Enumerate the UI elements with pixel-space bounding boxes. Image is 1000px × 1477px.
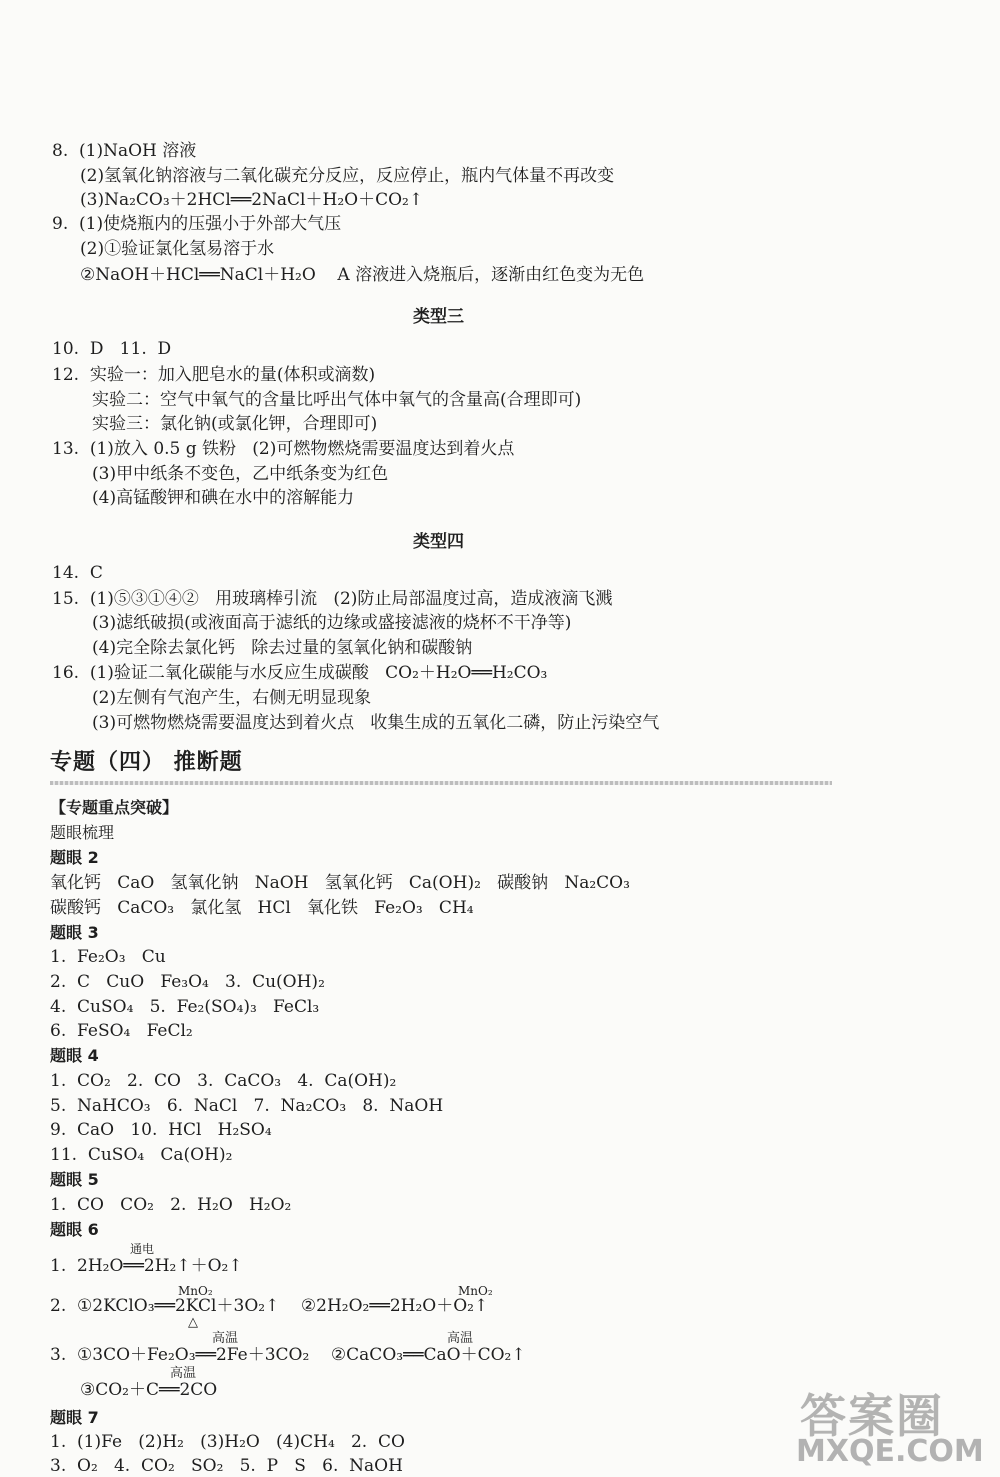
- clue-4-line-1: 1. CO₂ 2. CO 3. CaCO₃ 4. Ca(OH)₂: [50, 1071, 397, 1091]
- clue-6-line-2: 2. ①2KClO₃══2KCl＋3O₂↑ ②2H₂O₂══2H₂O＋O₂↑: [50, 1296, 489, 1316]
- answer-9-2: (2)①验证氯化氢易溶于水: [80, 239, 275, 259]
- answer-8-2: (2)氢氧化钠溶液与二氧化碳充分反应，反应停止，瓶内气体量不再改变: [80, 166, 615, 186]
- clue-7-line-2: 3. O₂ 4. CO₂ SO₂ 5. P S 6. NaOH: [50, 1456, 403, 1476]
- clue-5-heading: 题眼 5: [50, 1170, 99, 1189]
- clue-7-line-1: 1. (1)Fe (2)H₂ (3)H₂O (4)CH₄ 2. CO: [50, 1432, 405, 1452]
- clue-6-line-3: 3. ①3CO＋Fe₂O₃══2Fe＋3CO₂ ②CaCO₃══CaO＋CO₂↑: [50, 1345, 526, 1365]
- clue-4-line-4: 11. CuSO₄ Ca(OH)₂: [50, 1145, 233, 1165]
- watermark-logo: [786, 1380, 1000, 1471]
- condition-high-temp-b: 高温: [447, 1331, 474, 1346]
- answer-9-3: ②NaOH＋HCl══NaCl＋H₂O A 溶液进入烧瓶后，逐渐由红色变为无色: [80, 265, 645, 285]
- condition-heat: △: [188, 1315, 198, 1330]
- condition-mno2-b: MnO₂: [458, 1284, 493, 1298]
- answer-13-2: (3)甲中纸条不变色，乙中纸条变为红色: [92, 464, 389, 484]
- condition-electrolysis: 通电: [130, 1242, 155, 1256]
- clue-4-line-2: 5. NaHCO₃ 6. NaCl 7. Na₂CO₃ 8. NaOH: [50, 1096, 444, 1116]
- clue-2-line-1: 氧化钙 CaO 氢氧化钠 NaOH 氢氧化钙 Ca(OH)₂ 碳酸钠 Na₂CO₃: [50, 873, 630, 893]
- answer-10-11: 10. D 11. D: [52, 339, 172, 359]
- condition-high-temp-a: 高温: [212, 1331, 239, 1346]
- answer-12-3: 实验三：氯化钠(或氯化钾，合理即可): [92, 414, 378, 434]
- condition-mno2-a: MnO₂: [178, 1284, 213, 1298]
- clue-6-heading: 题眼 6: [50, 1220, 99, 1239]
- clue-3-line-2: 2. C CuO Fe₃O₄ 3. Cu(OH)₂: [50, 972, 325, 992]
- clue-6-line-1: 1. 2H₂O══2H₂↑＋O₂↑: [50, 1256, 243, 1276]
- clue-3-line-4: 6. FeSO₄ FeCl₂: [50, 1021, 193, 1041]
- heading-type-3: 类型三: [413, 307, 464, 327]
- answer-12-2: 实验二：空气中氧气的含量比呼出气体中氧气的含量高(合理即可): [92, 390, 582, 410]
- answer-16-3: (3)可燃物燃烧需要温度达到着火点 收集生成的五氧化二磷，防止污染空气: [92, 713, 660, 733]
- watermark-url: MXQE.COM: [796, 1434, 984, 1469]
- answer-16-1: 16. (1)验证二氧化碳能与水反应生成碳酸 CO₂＋H₂O══H₂CO₃: [52, 663, 548, 683]
- clue-2-line-2: 碳酸钙 CaCO₃ 氯化氢 HCl 氧化铁 Fe₂O₃ CH₄: [50, 898, 474, 918]
- clue-2-heading: 题眼 2: [50, 848, 99, 867]
- heading-type-4: 类型四: [413, 532, 464, 552]
- answer-8-1: 8. (1)NaOH 溶液: [52, 141, 197, 161]
- section-label: 【专题重点突破】: [50, 798, 179, 817]
- answer-9-1: 9. (1)使烧瓶内的压强小于外部大气压: [52, 214, 342, 234]
- clue-3-line-1: 1. Fe₂O₃ Cu: [50, 947, 166, 967]
- clue-7-heading: 题眼 7: [50, 1408, 99, 1427]
- answer-12-1: 12. 实验一：加入肥皂水的量(体积或滴数): [52, 365, 376, 385]
- answer-13-3: (4)高锰酸钾和碘在水中的溶解能力: [92, 488, 355, 508]
- answer-14: 14. C: [52, 563, 103, 583]
- answer-8-3: (3)Na₂CO₃＋2HCl══2NaCl＋H₂O＋CO₂↑: [80, 190, 424, 210]
- answer-15-2: (3)滤纸破损(或液面高于滤纸的边缘或盛接滤液的烧杯不干净等): [92, 613, 572, 633]
- clue-6-line-4: ③CO₂＋C══2CO: [80, 1380, 218, 1400]
- answer-16-2: (2)左侧有气泡产生，右侧无明显现象: [92, 688, 372, 708]
- answer-13-1: 13. (1)放入 0.5 g 铁粉 (2)可燃物燃烧需要温度达到着火点: [52, 439, 515, 459]
- clue-3-heading: 题眼 3: [50, 923, 99, 942]
- condition-high-temp-c: 高温: [170, 1366, 197, 1381]
- watermark-text: 答案圈: [800, 1389, 944, 1443]
- clue-5-line-1: 1. CO CO₂ 2. H₂O H₂O₂: [50, 1195, 292, 1215]
- clue-3-line-3: 4. CuSO₄ 5. Fe₂(SO₄)₃ FeCl₃: [50, 997, 320, 1017]
- answer-15-3: (4)完全除去氯化钙 除去过量的氢氧化钠和碳酸钠: [92, 638, 473, 658]
- clue-4-heading: 题眼 4: [50, 1046, 99, 1065]
- subsection-label: 题眼梳理: [50, 823, 115, 842]
- title-divider: [50, 781, 832, 785]
- answer-15-1: 15. (1)⑤③①④② 用玻璃棒引流 (2)防止局部温度过高，造成液滴飞溅: [52, 589, 613, 609]
- topic-title: 专题（四） 推断题: [50, 750, 243, 775]
- clue-4-line-3: 9. CaO 10. HCl H₂SO₄: [50, 1120, 272, 1140]
